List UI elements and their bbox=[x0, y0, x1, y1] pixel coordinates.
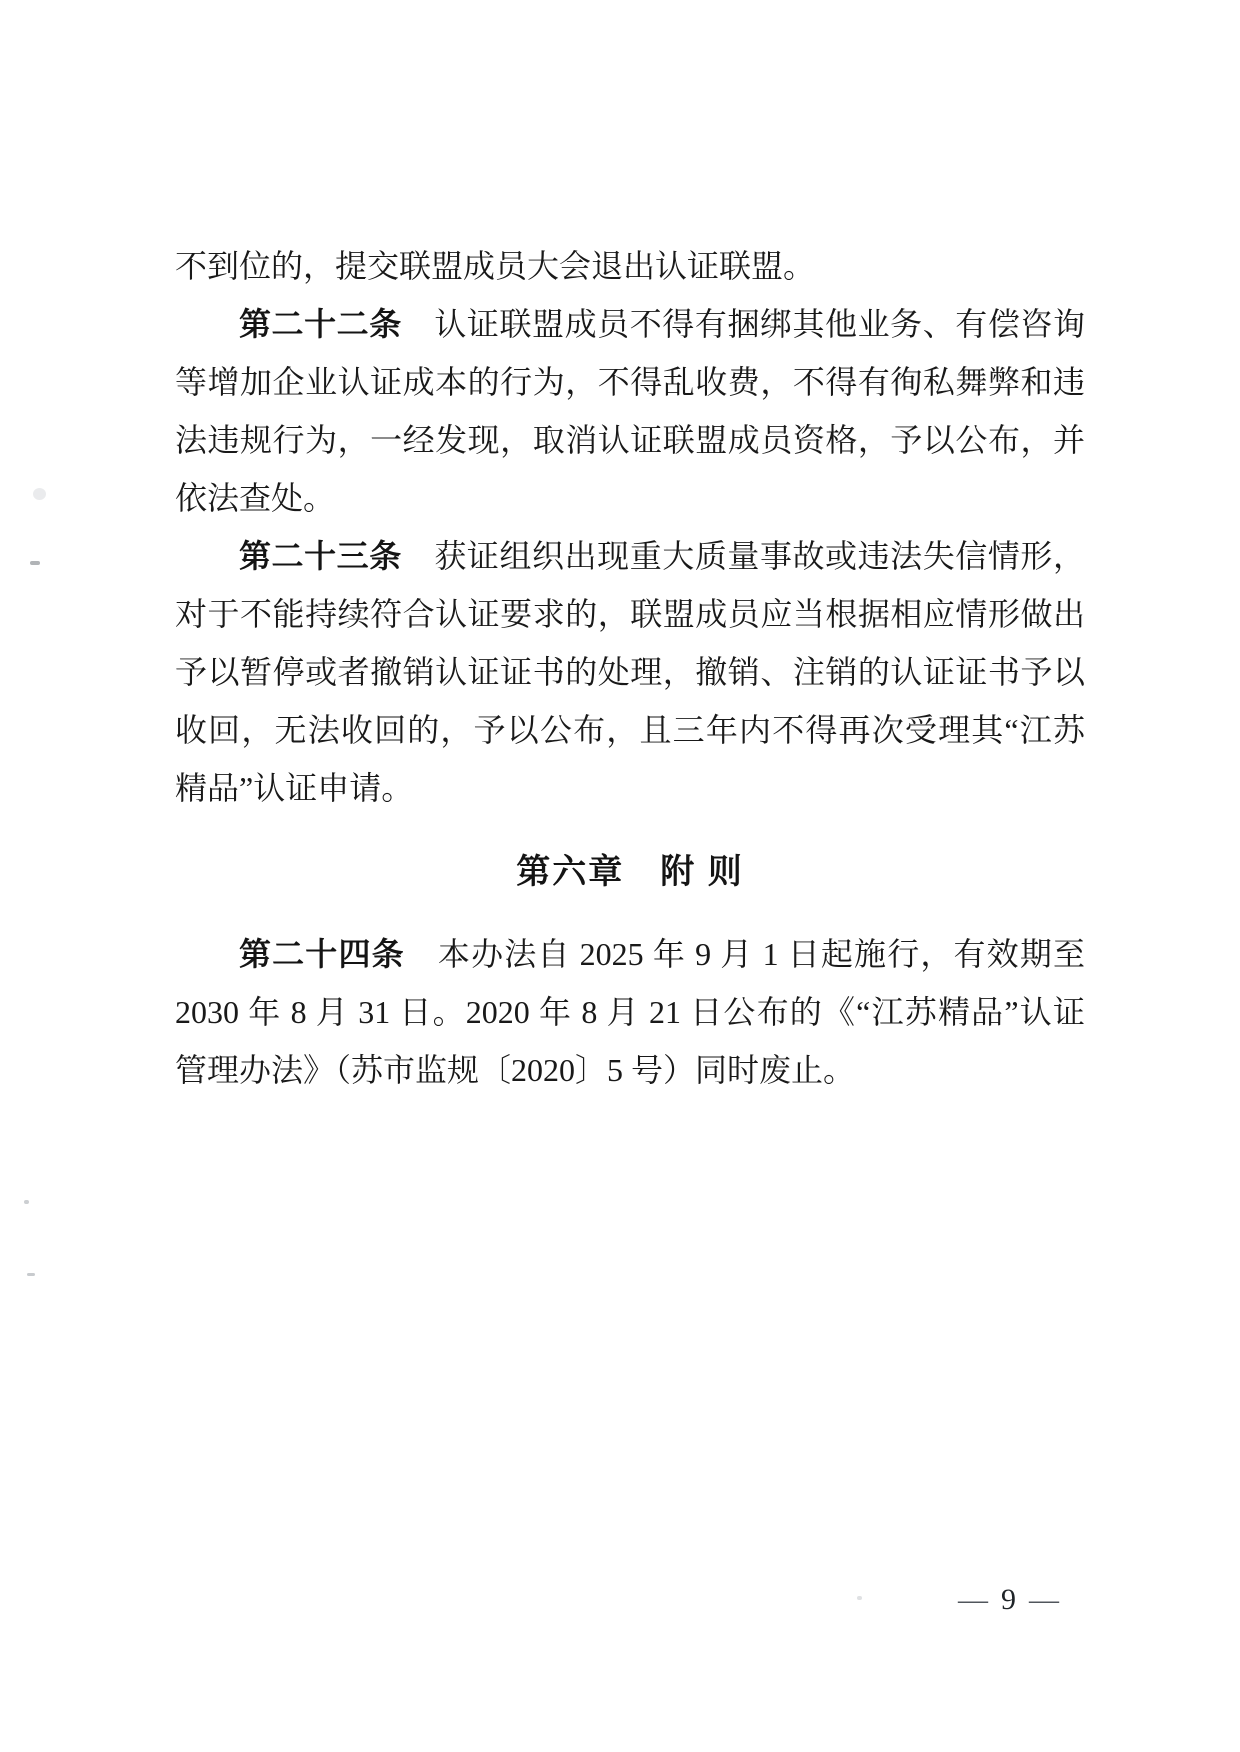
scan-artifact bbox=[30, 561, 40, 565]
chapter-title-text: 第六章 附 则 bbox=[516, 853, 744, 891]
page-number: 9 bbox=[1001, 1583, 1016, 1616]
text-run: 对于不能持续符合认证要求的，联盟成员应当根据相应情形做出 bbox=[175, 596, 1085, 632]
text-line bbox=[175, 237, 1085, 295]
paragraph bbox=[175, 925, 1085, 1099]
scan-artifact bbox=[27, 1273, 35, 1276]
article-number: 第二十四条 bbox=[239, 936, 405, 972]
text-line bbox=[175, 469, 1085, 527]
text-line bbox=[175, 701, 1085, 759]
text-line bbox=[175, 643, 1085, 701]
scan-artifact bbox=[33, 488, 46, 500]
chapter-heading bbox=[175, 831, 1085, 914]
text-line bbox=[175, 411, 1085, 469]
text-line bbox=[175, 527, 1085, 585]
text-line bbox=[175, 983, 1085, 1041]
scan-artifact bbox=[857, 1596, 862, 1600]
article-number: 第二十二条 bbox=[239, 306, 402, 342]
text-run: 本办法自 2025 年 9 月 1 日起施行，有效期至 bbox=[404, 936, 1085, 972]
text-line bbox=[175, 831, 1085, 914]
text-run: 精品”认证申请。 bbox=[175, 770, 414, 806]
text-line bbox=[175, 295, 1085, 353]
scan-artifact bbox=[24, 1200, 29, 1204]
paragraph bbox=[175, 527, 1085, 817]
article-number: 第二十三条 bbox=[239, 538, 402, 574]
text-run: 等增加企业认证成本的行为，不得乱收费，不得有徇私舞弊和违 bbox=[175, 364, 1085, 400]
text-line bbox=[175, 759, 1085, 817]
paragraph bbox=[175, 295, 1085, 527]
text-run: 认证联盟成员不得有捆绑其他业务、有偿咨询 bbox=[401, 306, 1085, 342]
document-body bbox=[175, 237, 1085, 1099]
paragraph bbox=[175, 237, 1085, 295]
page-number-dash-right: — bbox=[1029, 1583, 1059, 1616]
text-line bbox=[175, 1041, 1085, 1099]
text-run: 依法查处。 bbox=[175, 480, 336, 516]
page-number-dash-left: — bbox=[958, 1583, 988, 1616]
text-run: 不到位的，提交联盟成员大会退出认证联盟。 bbox=[175, 248, 816, 284]
text-line bbox=[175, 585, 1085, 643]
page-footer bbox=[958, 1582, 1059, 1618]
text-run: 法违规行为，一经发现，取消认证联盟成员资格，予以公布，并 bbox=[175, 422, 1085, 458]
text-line bbox=[175, 925, 1085, 983]
text-run: 管理办法》（苏市监规〔2020〕5 号）同时废止。 bbox=[175, 1052, 856, 1088]
text-line bbox=[175, 353, 1085, 411]
text-run: 2030 年 8 月 31 日。2020 年 8 月 21 日公布的《“江苏精品”认证 bbox=[175, 994, 1085, 1030]
text-run: 获证组织出现重大质量事故或违法失信情形， bbox=[401, 538, 1085, 574]
text-run: 予以暂停或者撤销认证证书的处理，撤销、注销的认证证书予以 bbox=[175, 654, 1085, 690]
text-run: 收回，无法收回的，予以公布，且三年内不得再次受理其“江苏 bbox=[175, 712, 1085, 748]
